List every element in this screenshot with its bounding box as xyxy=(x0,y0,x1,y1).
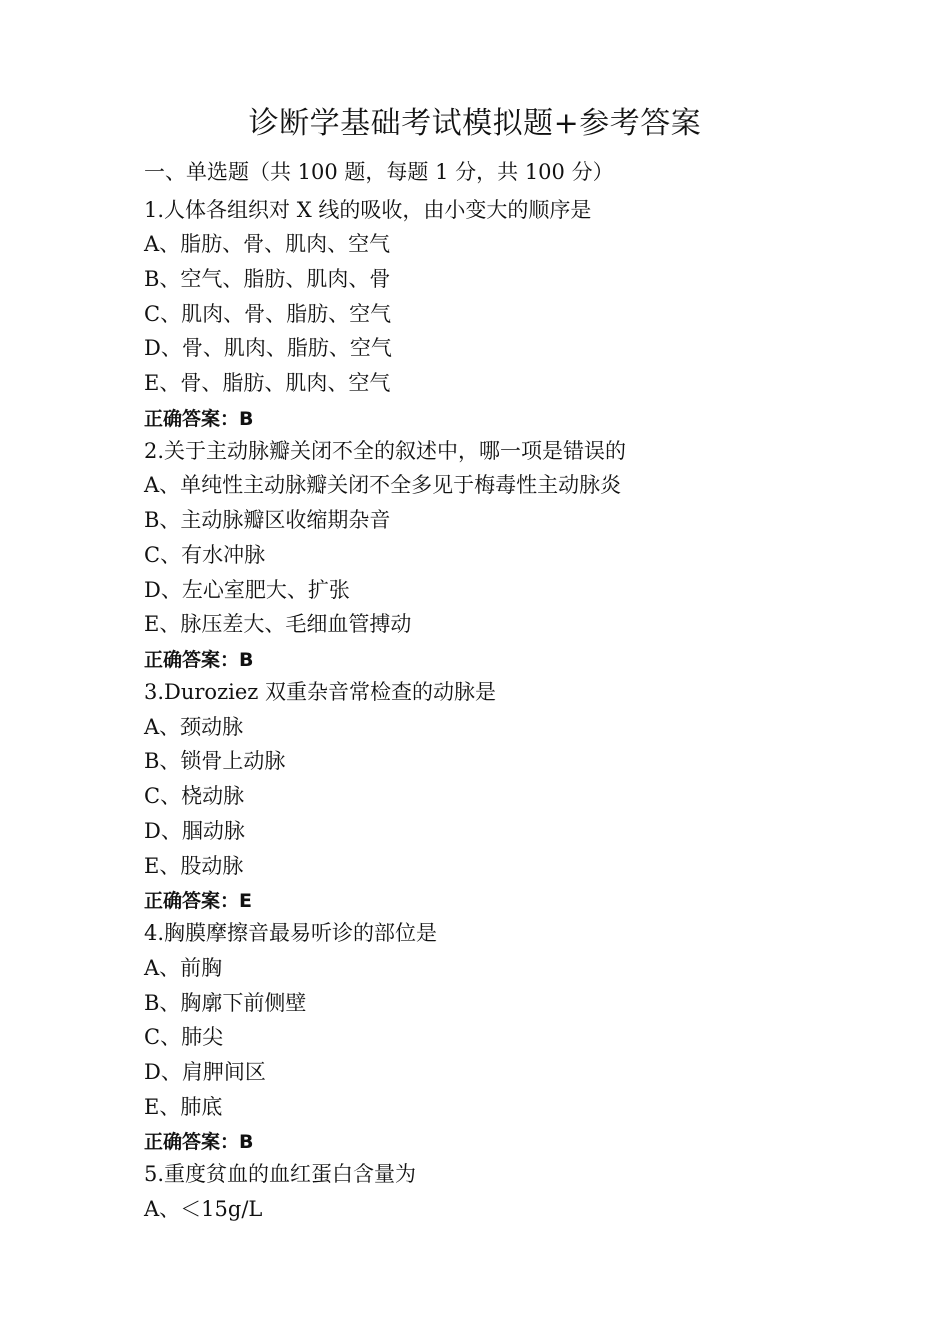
question-option: D、腘动脉 xyxy=(144,819,245,843)
question-option: A、单纯性主动脉瓣关闭不全多见于梅毒性主动脉炎 xyxy=(144,473,622,497)
question-option: D、骨、肌肉、脂肪、空气 xyxy=(144,336,392,360)
section-heading: 一、单选题（共 100 题，每题 1 分，共 100 分） xyxy=(144,160,614,184)
question-stem: 2.关于主动脉瓣关闭不全的叙述中，哪一项是错误的 xyxy=(144,439,627,463)
correct-answer: 正确答案：E xyxy=(144,890,252,912)
question-stem: 1.人体各组织对 X 线的吸收，由小变大的顺序是 xyxy=(144,198,592,222)
question-option: A、前胸 xyxy=(144,956,223,980)
page-title: 诊断学基础考试模拟题+参考答案 xyxy=(248,106,702,141)
question-option: C、桡动脉 xyxy=(144,784,245,808)
question-stem: 5.重度贫血的血红蛋白含量为 xyxy=(144,1162,417,1186)
question-option: D、左心室肥大、扩张 xyxy=(144,578,350,602)
question-option: B、锁骨上动脉 xyxy=(144,749,286,773)
question-option: D、肩胛间区 xyxy=(144,1060,266,1084)
question-option: A、颈动脉 xyxy=(144,715,244,739)
question-option: B、胸廓下前侧壁 xyxy=(144,991,307,1015)
question-option: C、有水冲脉 xyxy=(144,543,266,567)
question-option: A、脂肪、骨、肌肉、空气 xyxy=(144,232,391,256)
question-option: A、＜15g/L xyxy=(144,1197,263,1221)
question-option: E、脉压差大、毛细血管搏动 xyxy=(144,612,412,636)
question-stem: 3.Duroziez 双重杂音常检查的动脉是 xyxy=(144,680,497,704)
question-option: C、肌肉、骨、脂肪、空气 xyxy=(144,302,392,326)
question-stem: 4.胸膜摩擦音最易听诊的部位是 xyxy=(144,921,438,945)
correct-answer: 正确答案：B xyxy=(144,408,254,430)
question-option: E、肺底 xyxy=(144,1095,223,1119)
question-option: E、骨、脂肪、肌肉、空气 xyxy=(144,371,391,395)
correct-answer: 正确答案：B xyxy=(144,1131,254,1153)
correct-answer: 正确答案：B xyxy=(144,649,254,671)
question-option: E、股动脉 xyxy=(144,854,244,878)
question-option: C、肺尖 xyxy=(144,1025,224,1049)
question-option: B、空气、脂肪、肌肉、骨 xyxy=(144,267,391,291)
question-option: B、主动脉瓣区收缩期杂音 xyxy=(144,508,391,532)
